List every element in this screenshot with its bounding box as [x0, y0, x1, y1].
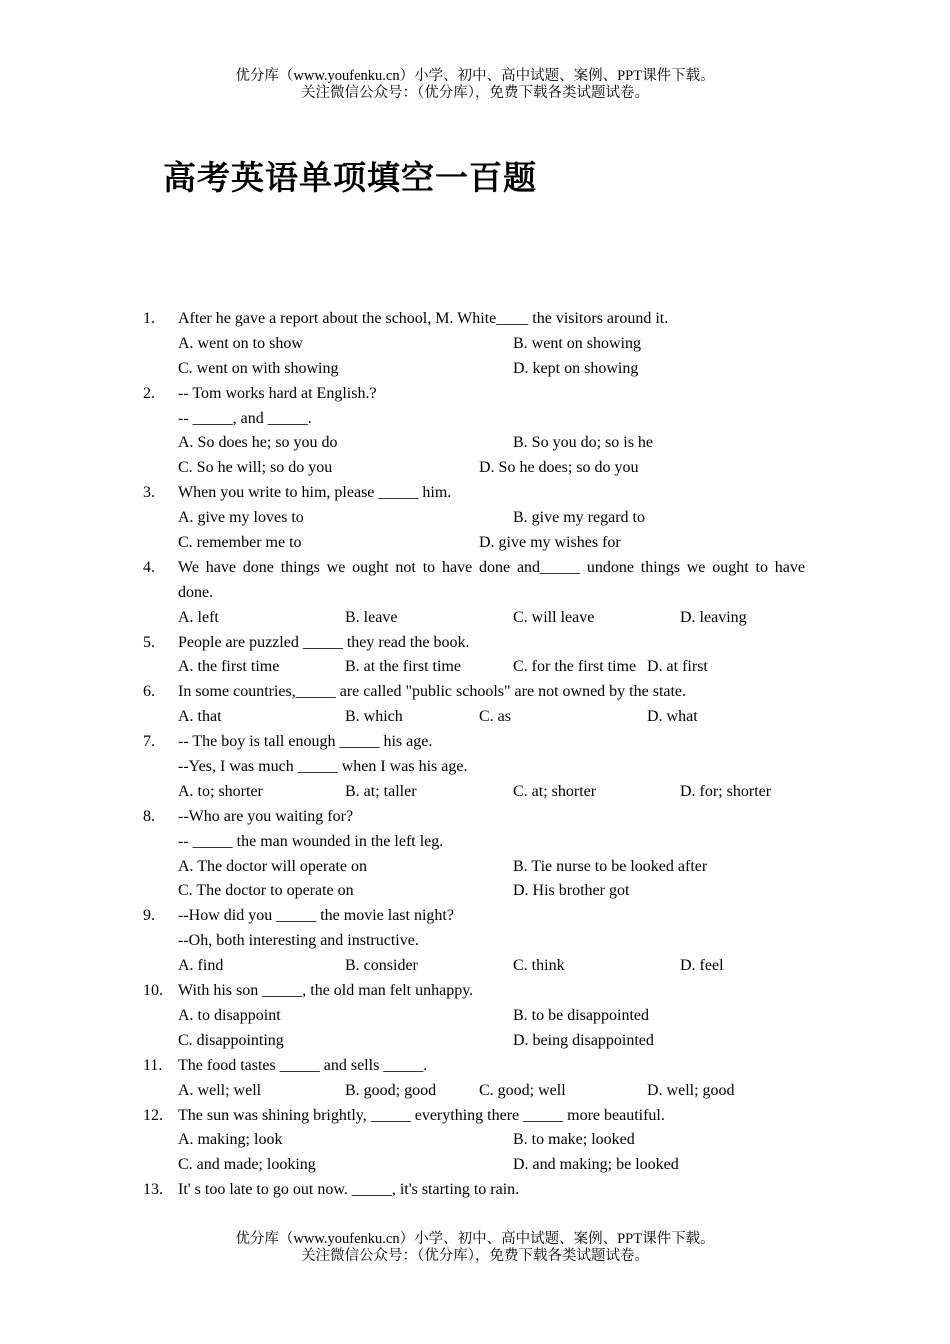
question-stem-row	[0, 830, 950, 855]
question-stem-row	[0, 755, 950, 780]
question-stem: After he gave a report about the school, M. White____ the visitors around it.	[178, 310, 669, 327]
options-row	[0, 879, 950, 904]
option-a: A. find	[178, 957, 224, 975]
options-row	[0, 655, 950, 680]
option-b: B. leave	[345, 608, 398, 626]
option-b: B. at; taller	[345, 782, 417, 800]
footer-line-1: 优分库（www.youfenku.cn）小学、初中、高中试题、案例、PPT课件下载。	[235, 1231, 715, 1247]
option-c: C. at; shorter	[513, 782, 597, 800]
options-row	[0, 431, 950, 456]
option-a: A. making; look	[178, 1131, 283, 1149]
page-footer	[0, 1231, 950, 1265]
option-a: A. the first time	[178, 658, 280, 676]
question-9	[0, 904, 950, 929]
option-c: C. So he will; so do you	[178, 459, 333, 477]
option-d: D. what	[647, 708, 698, 726]
options-row	[0, 456, 950, 481]
document-title: 高考英语单项填空一百题	[163, 158, 537, 197]
question-3	[0, 481, 950, 506]
question-stem: In some countries,_____ are called "public schools" are not owned by the state.	[178, 683, 687, 701]
question-stem-line: -- _____, and _____.	[178, 409, 312, 427]
option-b: B. to be disappointed	[513, 1006, 649, 1024]
question-2	[0, 382, 950, 407]
question-stem: The sun was shining brightly, _____ everything there _____ more beautiful.	[178, 1106, 665, 1124]
option-a: A. to; shorter	[178, 782, 263, 800]
question-13	[0, 1178, 950, 1203]
question-stem: People are puzzled _____ they read the book.	[178, 633, 470, 651]
question-10	[0, 979, 950, 1004]
options-row	[0, 506, 950, 531]
option-a: A. The doctor will operate on	[178, 857, 367, 875]
option-c: C. for the first time	[513, 658, 637, 676]
question-number: 9.	[143, 907, 155, 925]
option-d: D. give my wishes for	[479, 534, 621, 552]
option-c: C. remember me to	[178, 534, 302, 552]
question-number: 2.	[143, 384, 155, 402]
question-7	[0, 730, 950, 755]
question-stem: We have done things we ought not to have done and_____ undone things we ought to have	[178, 558, 805, 576]
option-b: B. So you do; so is he	[513, 434, 654, 452]
options-row	[0, 531, 950, 556]
option-c: C. think	[513, 957, 565, 975]
option-c: C. went on with showing	[178, 359, 339, 377]
option-d: D. for; shorter	[680, 782, 772, 800]
option-d: D. well; good	[647, 1081, 735, 1099]
question-number: 10.	[143, 982, 163, 1000]
question-stem-line: --Oh, both interesting and instructive.	[178, 932, 419, 950]
option-d: D. kept on showing	[513, 359, 639, 377]
option-d: D. His brother got	[513, 882, 630, 900]
option-c: C. good; well	[479, 1081, 566, 1099]
question-6	[0, 680, 950, 705]
question-number: 3.	[143, 484, 155, 502]
options-row	[0, 954, 950, 979]
question-stem: When you write to him, please _____ him.	[178, 484, 452, 502]
question-number: 4.	[143, 558, 155, 576]
question-stem: --How did you _____ the movie last night?	[178, 907, 454, 925]
options-row	[0, 855, 950, 880]
options-row	[0, 705, 950, 730]
option-d: D. at first	[647, 658, 708, 676]
question-8	[0, 805, 950, 830]
option-a: A. that	[178, 708, 222, 726]
header-line-1: 优分库（www.youfenku.cn）小学、初中、高中试题、案例、PPT课件下载。	[235, 68, 715, 84]
question-number: 7.	[143, 733, 155, 751]
question-stem-line: -- _____ the man wounded in the left leg.	[178, 832, 444, 850]
options-row	[0, 357, 950, 382]
question-1	[0, 307, 950, 332]
option-b: B. Tie nurse to be looked after	[513, 857, 708, 875]
options-row	[0, 1004, 950, 1029]
question-stem-row	[0, 581, 950, 606]
option-d: D. and making; be looked	[513, 1156, 679, 1174]
options-row	[0, 606, 950, 631]
option-a: A. well; well	[178, 1081, 262, 1099]
question-stem: The food tastes _____ and sells _____.	[178, 1056, 428, 1074]
option-a: A. left	[178, 608, 219, 626]
question-stem: --Who are you waiting for?	[178, 807, 354, 825]
option-d: D. feel	[680, 957, 724, 975]
options-row	[0, 1128, 950, 1153]
option-a: A. So does he; so you do	[178, 434, 338, 452]
question-list	[0, 307, 950, 1203]
question-number: 6.	[143, 683, 155, 701]
option-a: A. to disappoint	[178, 1006, 281, 1024]
option-c: C. will leave	[513, 608, 595, 626]
footer-line-2: 关注微信公众号：（优分库），免费下载各类试题试卷。	[301, 1248, 649, 1264]
question-stem: With his son _____, the old man felt unhappy.	[178, 982, 474, 1000]
question-stem-row	[0, 407, 950, 432]
option-c: C. as	[479, 708, 511, 726]
options-row	[0, 332, 950, 357]
options-row	[0, 780, 950, 805]
question-number: 1.	[143, 310, 155, 327]
option-d: D. being disappointed	[513, 1031, 654, 1049]
option-a: A. went on to show	[178, 334, 303, 352]
option-b: B. went on showing	[513, 334, 641, 352]
option-b: B. good; good	[345, 1081, 437, 1099]
option-a: A. give my loves to	[178, 509, 304, 527]
option-b: B. consider	[345, 957, 418, 975]
question-stem: -- The boy is tall enough _____ his age.	[178, 733, 433, 751]
options-row	[0, 1153, 950, 1178]
question-number: 8.	[143, 807, 155, 825]
option-b: B. give my regard to	[513, 509, 645, 527]
options-row	[0, 1029, 950, 1054]
question-number: 12.	[143, 1106, 163, 1124]
question-stem-row	[0, 929, 950, 954]
page-header	[0, 68, 950, 102]
question-stem: It' s too late to go out now. _____, it's starting to rain.	[178, 1181, 520, 1199]
option-d: D. So he does; so do you	[479, 459, 639, 477]
option-c: C. The doctor to operate on	[178, 882, 354, 900]
question-stem-line: --Yes, I was much _____ when I was his age.	[178, 758, 468, 776]
options-row	[0, 1079, 950, 1104]
question-number: 5.	[143, 633, 155, 651]
header-line-2: 关注微信公众号：（优分库），免费下载各类试题试卷。	[301, 85, 649, 101]
option-c: C. and made; looking	[178, 1156, 316, 1174]
question-4	[0, 556, 950, 581]
question-number: 11.	[143, 1056, 163, 1074]
option-c: C. disappointing	[178, 1031, 284, 1049]
option-d: D. leaving	[680, 608, 747, 626]
question-stem: -- Tom works hard at English.?	[178, 384, 377, 402]
question-11	[0, 1054, 950, 1079]
question-stem-line: done.	[178, 583, 214, 601]
option-b: B. at the first time	[345, 658, 461, 676]
question-12	[0, 1104, 950, 1129]
question-number: 13.	[143, 1181, 163, 1199]
option-b: B. to make; looked	[513, 1131, 635, 1149]
question-5	[0, 631, 950, 656]
option-b: B. which	[345, 708, 403, 726]
